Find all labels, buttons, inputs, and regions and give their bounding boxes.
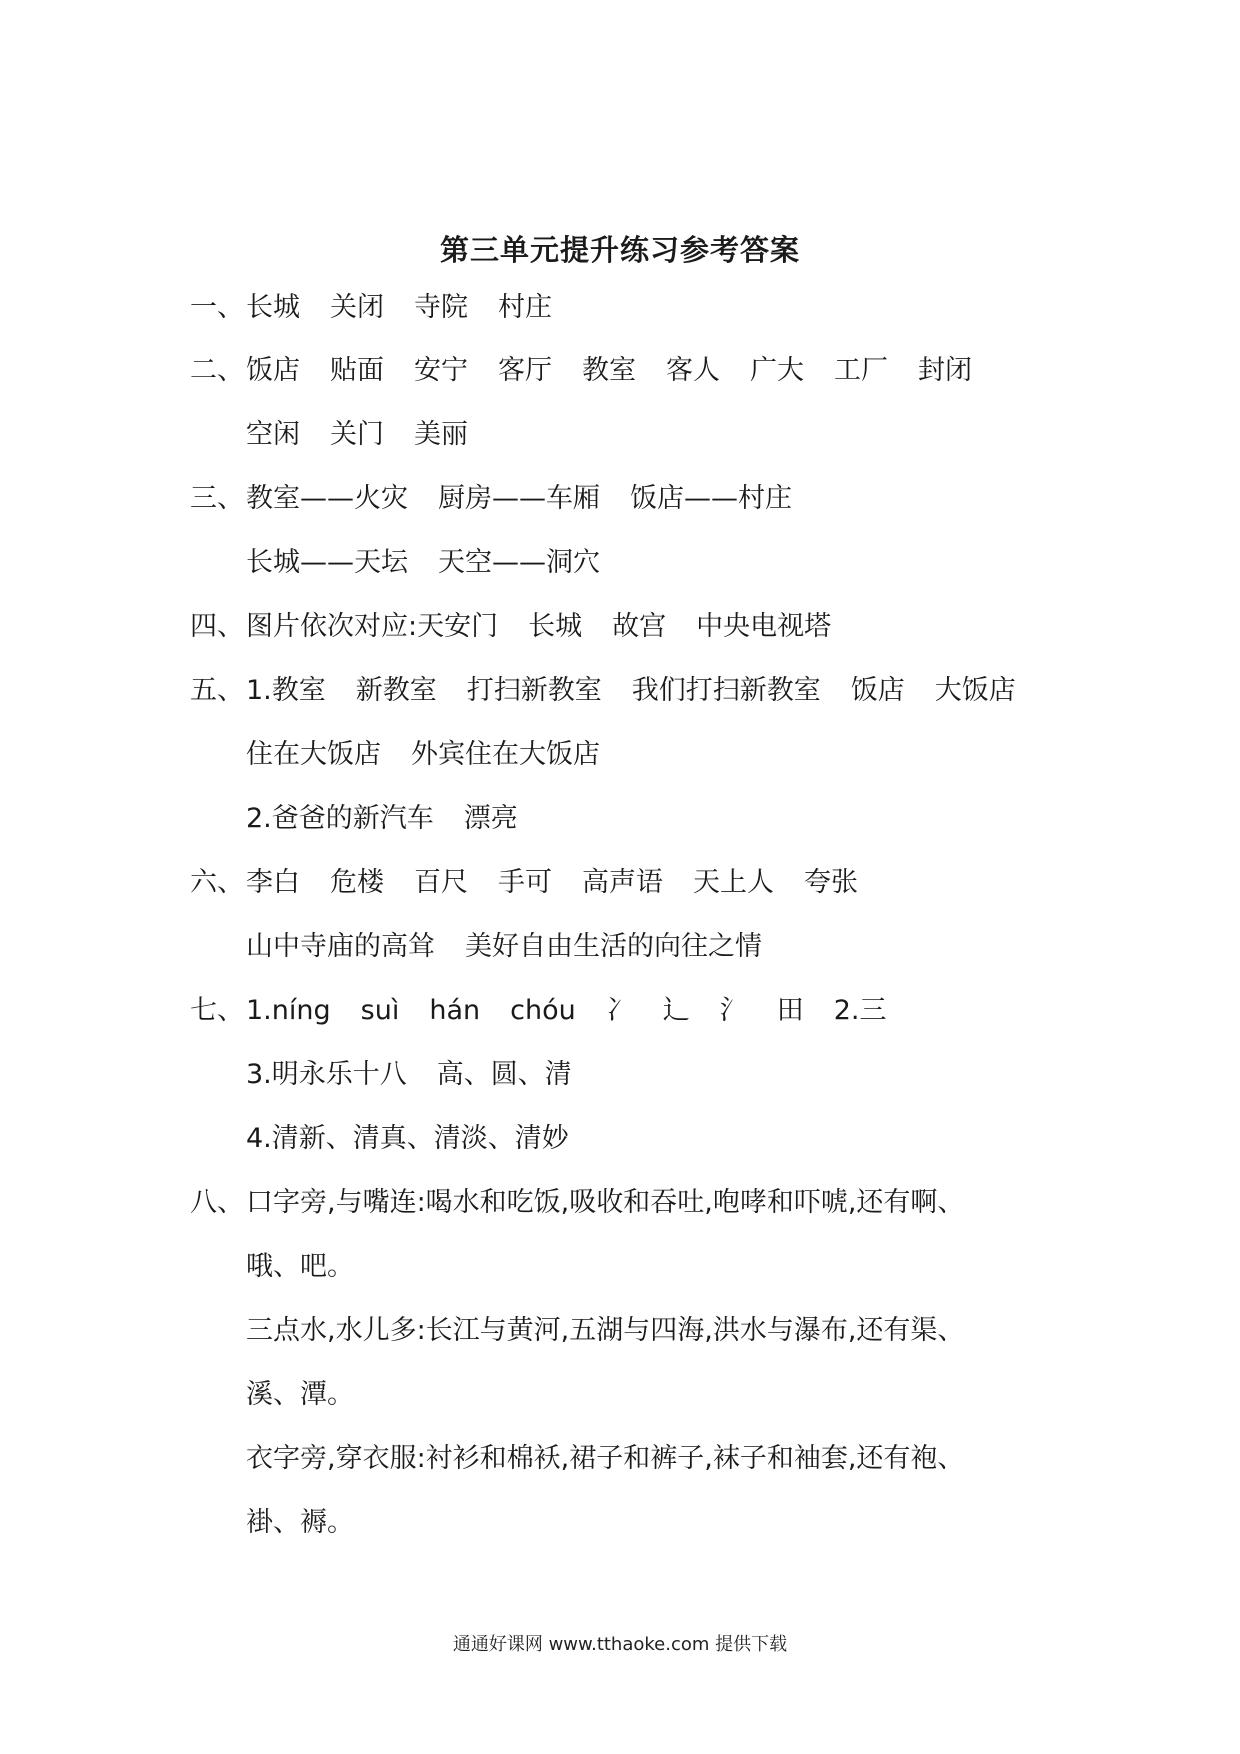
answer-item: 关门 xyxy=(330,419,384,450)
section-2-line-1 xyxy=(190,353,1110,389)
answer-item: 打扫新教室 xyxy=(466,675,602,706)
section-8-line-5 xyxy=(246,1441,1110,1477)
section-8-line-3 xyxy=(246,1313,1110,1349)
answer-item: 寺院 xyxy=(414,292,468,323)
answer-item: 山中寺庙的高耸 xyxy=(246,931,435,962)
answer-item: 客人 xyxy=(666,355,720,386)
answer-item: 高声语 xyxy=(582,867,663,898)
answer-item: 新教室 xyxy=(355,675,437,706)
answer-item: 教室——火灾 xyxy=(246,483,408,514)
section-8-line-2 xyxy=(246,1249,1110,1285)
answer-item: 饭店——村庄 xyxy=(630,483,792,514)
answer-item: 天上人 xyxy=(693,867,774,898)
section-marker: 三、 xyxy=(190,483,244,514)
answer-item: 3.明永乐十八 xyxy=(246,1059,407,1090)
section-5-line-3 xyxy=(246,801,1110,837)
section-8-line-6 xyxy=(246,1505,1110,1541)
section-8-line-4 xyxy=(246,1377,1110,1413)
answer-text: 哦、吧。 xyxy=(246,1251,354,1282)
answer-item: 关闭 xyxy=(330,292,384,323)
section-5-line-2 xyxy=(246,737,1110,773)
section-3-line-1 xyxy=(190,481,1110,517)
section-1-line-1 xyxy=(190,290,1110,326)
answer-item: 教室 xyxy=(582,355,636,386)
answer-item: 高、圆、清 xyxy=(436,1059,572,1090)
answer-item: 长城 xyxy=(246,292,300,323)
section-marker: 八、 xyxy=(190,1187,244,1218)
answer-item: 空闲 xyxy=(246,419,300,450)
answer-item: 长城 xyxy=(528,611,583,642)
answer-item: 1.níng xyxy=(246,995,331,1026)
section-8-line-1 xyxy=(190,1185,1110,1221)
answer-item: 外宾住在大饭店 xyxy=(411,739,600,770)
section-marker: 二、 xyxy=(190,355,244,386)
answer-item: 饭店 xyxy=(246,355,300,386)
answer-item: 饭店 xyxy=(850,675,905,706)
answer-item: 美丽 xyxy=(414,419,468,450)
radical-item: 冫 xyxy=(605,995,633,1026)
radical-item: 氵 xyxy=(719,995,747,1026)
answer-item: 长城——天坛 xyxy=(246,547,408,578)
answer-item: 危楼 xyxy=(330,867,384,898)
answer-item: 封闭 xyxy=(918,355,972,386)
section-7-line-1 xyxy=(190,993,1110,1029)
section-marker: 四、 xyxy=(190,611,244,642)
answer-item: 夸张 xyxy=(804,867,858,898)
answer-item: 李白 xyxy=(246,867,300,898)
answer-item: 图片依次对应:天安门 xyxy=(246,611,499,642)
answer-item: 中央电视塔 xyxy=(696,611,832,642)
page-title: 第三单元提升练习参考答案 xyxy=(439,233,800,267)
section-marker: 六、 xyxy=(190,867,244,898)
section-6-line-2 xyxy=(246,929,1110,965)
answer-item: 4.清新、清真、清淡、清妙 xyxy=(246,1123,569,1154)
answer-text: 衣字旁,穿衣服:衬衫和棉袄,裙子和裤子,袜子和袖套,还有袍、 xyxy=(246,1443,965,1474)
radical-item: 田 xyxy=(776,995,804,1026)
section-marker: 七、 xyxy=(190,995,244,1026)
answer-item: 1.教室 xyxy=(246,675,326,706)
answer-item: 美好自由生活的向往之情 xyxy=(465,931,762,962)
answer-item: 住在大饭店 xyxy=(246,739,381,770)
section-7-line-2 xyxy=(246,1057,1110,1093)
answer-text: 三点水,水儿多:长江与黄河,五湖与四海,洪水与瀑布,还有渠、 xyxy=(246,1315,965,1346)
answer-item: 大饭店 xyxy=(934,675,1016,706)
section-5-line-1 xyxy=(190,673,1110,709)
section-7-line-3 xyxy=(246,1121,1110,1157)
answer-item: 客厅 xyxy=(498,355,552,386)
answer-item: 厨房——车厢 xyxy=(438,483,600,514)
answer-item: 我们打扫新教室 xyxy=(631,675,821,706)
section-2-line-2 xyxy=(246,417,1110,453)
answer-text: 口字旁,与嘴连:喝水和吃饭,吸收和吞吐,咆哮和吓唬,还有啊、 xyxy=(246,1187,965,1218)
answer-item: 2.爸爸的新汽车 xyxy=(246,803,434,834)
answer-text: 褂、褥。 xyxy=(246,1507,354,1538)
footer-watermark: 通通好课网 www.tthaoke.com 提供下载 xyxy=(452,1634,788,1655)
answer-item: hán xyxy=(429,995,481,1026)
answer-item: chóu xyxy=(510,995,576,1026)
section-4-line-1 xyxy=(190,609,1110,645)
radical-item: 辶 xyxy=(662,995,690,1026)
answer-item: 村庄 xyxy=(498,292,552,323)
answer-item: 漂亮 xyxy=(463,803,518,834)
section-3-line-2 xyxy=(246,545,1110,581)
section-marker: 一、 xyxy=(190,292,244,323)
answer-item: 安宁 xyxy=(414,355,468,386)
answer-item: 故宫 xyxy=(612,611,667,642)
answer-item: 天空——洞穴 xyxy=(438,547,600,578)
answer-item: suì xyxy=(360,995,400,1026)
answer-item: 广大 xyxy=(750,355,804,386)
answer-item: 工厂 xyxy=(834,355,888,386)
answer-item: 贴面 xyxy=(330,355,384,386)
answer-item: 2.三 xyxy=(833,995,887,1026)
section-6-line-1 xyxy=(190,865,1110,901)
section-marker: 五、 xyxy=(190,675,244,706)
answer-item: 手可 xyxy=(498,867,552,898)
answer-item: 百尺 xyxy=(414,867,468,898)
answer-text: 溪、潭。 xyxy=(246,1379,354,1410)
